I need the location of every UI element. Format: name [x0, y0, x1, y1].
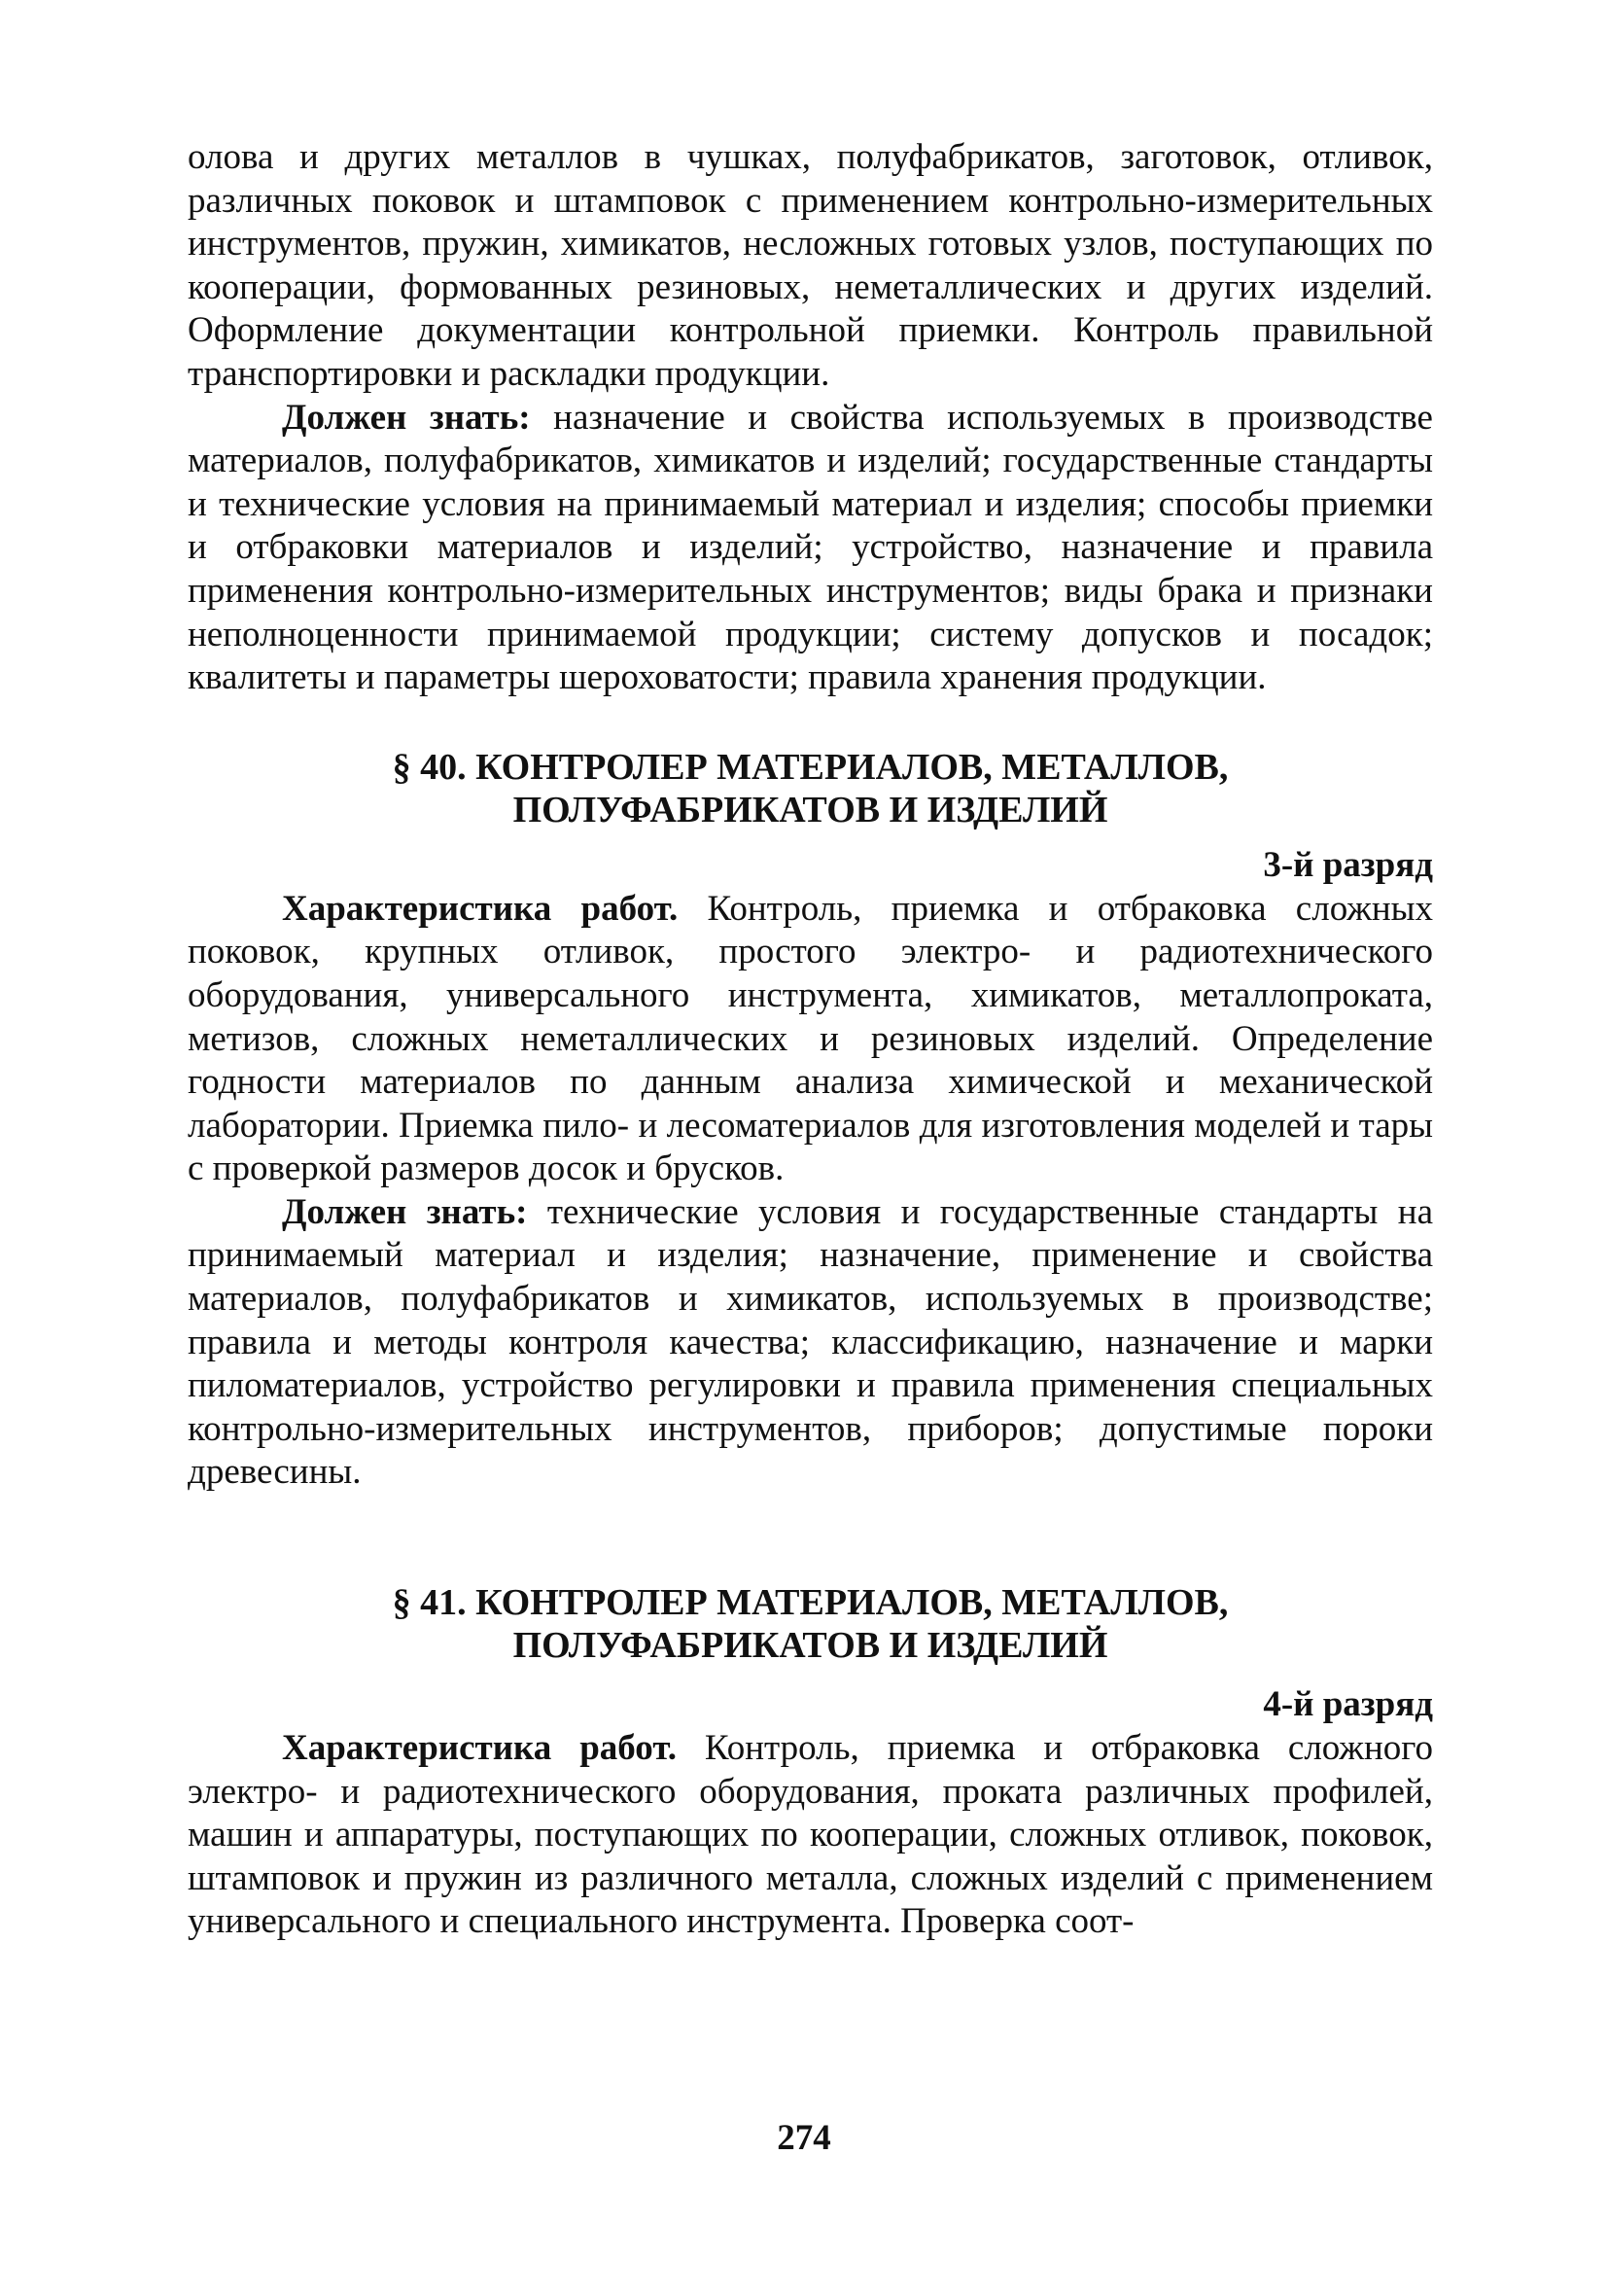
section-41-title-line1: § 41. КОНТРОЛЕР МАТЕРИАЛОВ, МЕТАЛЛОВ,: [392, 1582, 1229, 1624]
intro-must-know-text: назначение и свойства используемых в производстве материалов, полуфабрикатов, химикатов и изделий; государственные стандарты и технические условия на принимаемый материал и изделия; способы приемки и отбраковки материалов и изделий; устройство, назначение и правила применения контрольно-измерительных инструментов; виды брака и признаки неполноценности принимаемой продукции; систему допусков и посадок; квалитеты и параметры шероховатости; правила хранения продукции.: [188, 397, 1433, 698]
page-body: [188, 136, 1433, 1944]
section-41-work-text: Контроль, приемка и отбраковка сложного электро- и радиотехнического оборудования, проката различных профилей, машин и аппаратуры, поступающих по кооперации, сложных отливок, поковок, штамповок и пружин из различного металла, сложных изделий с применением универсального и специального инструмента. Проверка соот-: [188, 1728, 1433, 1942]
intro-continuation-text: олова и других металлов в чушках, полуфабрикатов, заготовок, отливок, различных поковок и штамповок с применением контрольно-измерительных инструментов, пружин, химикатов, несложных готовых узлов, поступающих по кооперации, формованных резиновых, неметаллических и других изделий. Оформление документации контрольной приемки. Контроль правильной транспортировки и раскладки продукции.: [188, 137, 1433, 394]
section-40-work-label: Характеристика работ.: [282, 888, 679, 929]
section-41-heading: [188, 1581, 1433, 1667]
section-41-title-line2: ПОЛУФАБРИКАТОВ И ИЗДЕЛИЙ: [512, 1625, 1108, 1667]
intro-continuation-paragraph: [188, 136, 1433, 397]
section-40-must-know-text: технические условия и государственные стандарты на принимаемый материал и изделия; назначение, применение и свойства материалов, полуфабрикатов и химикатов, используемых в производстве; правила и методы контроля качества; классификацию, назначение и марки пиломатериалов, устройство регулировки и правила применения специальных контрольно-измерительных инструментов, приборов; допустимые пороки древесины.: [188, 1191, 1433, 1493]
section-40-must-know-paragraph: [188, 1191, 1433, 1495]
section-40-work-paragraph: [188, 888, 1433, 1191]
section-40-heading: [188, 746, 1433, 831]
intro-must-know-label: Должен знать:: [282, 397, 531, 438]
page-number: 274: [777, 2118, 831, 2158]
section-40-grade: 3-й разряд: [1263, 844, 1433, 885]
section-40-must-know-label: Должен знать:: [282, 1191, 528, 1232]
section-40-title-line1: § 40. КОНТРОЛЕР МАТЕРИАЛОВ, МЕТАЛЛОВ,: [392, 746, 1229, 788]
section-41-work-label: Характеристика работ.: [282, 1728, 677, 1769]
section-41-grade: 4-й разряд: [1263, 1684, 1433, 1725]
section-40-title-line2: ПОЛУФАБРИКАТОВ И ИЗДЕЛИЙ: [512, 789, 1108, 830]
intro-must-know-paragraph: [188, 397, 1433, 700]
section-41-work-paragraph: [188, 1727, 1433, 1944]
section-40-work-text: Контроль, приемка и отбраковка сложных поковок, крупных отливок, простого электро- и радиотехнического оборудования, универсального инструмента, химикатов, металлопроката, метизов, сложных неметаллических и резиновых изделий. Определение годности материалов по данным анализа химической и механической лаборатории. Приемка пило- и лесоматериалов для изготовления моделей и тары с проверкой размеров досок и брусков.: [188, 888, 1433, 1189]
